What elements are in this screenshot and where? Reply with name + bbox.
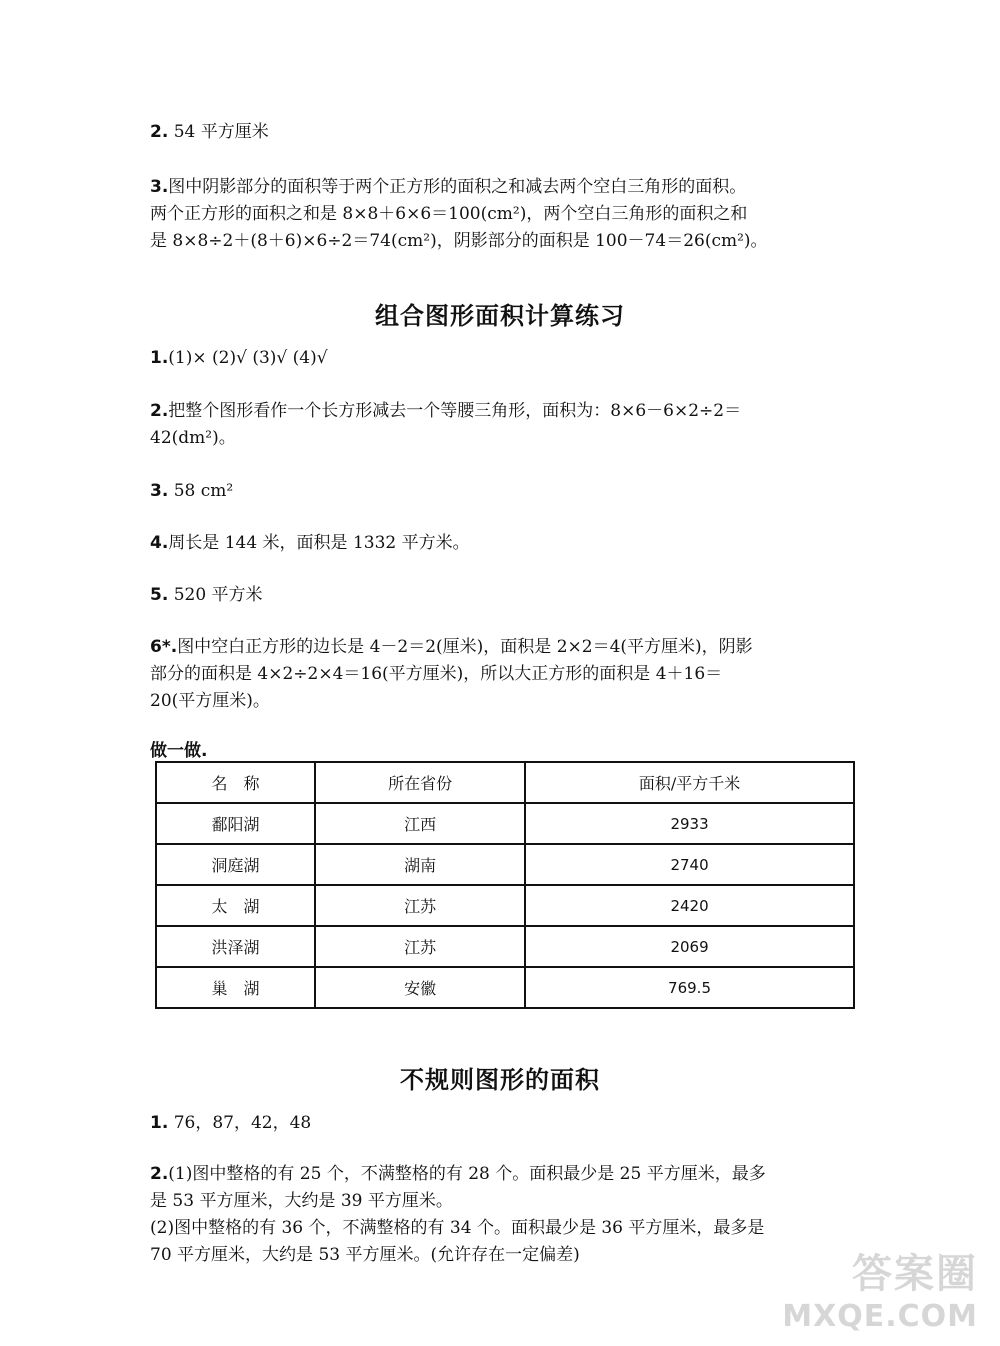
table-header-row <box>156 762 854 803</box>
subheading: 做一做. <box>150 741 208 761</box>
item-number: 1. <box>150 1113 169 1133</box>
item-text-line: 图中阴影部分的面积等于两个正方形的面积之和减去两个空白三角形的面积。 <box>168 177 747 197</box>
table-row <box>156 803 854 844</box>
section-title: 不规则图形的面积 <box>400 1066 600 1094</box>
answer-item-3 <box>150 174 850 255</box>
item-number: 5. <box>150 585 169 605</box>
section-title: 组合图形面积计算练习 <box>375 302 625 330</box>
section1-item-2 <box>150 398 850 452</box>
item-text: 76，87，42，48 <box>168 1113 312 1133</box>
item-number: 4. <box>150 533 169 553</box>
table-cell: 江西 <box>315 803 525 844</box>
table-cell: 江苏 <box>315 926 525 967</box>
item-text: 58 cm² <box>168 481 234 501</box>
table-cell: 安徽 <box>315 967 525 1008</box>
item-text-line: 部分的面积是 4×2÷2×4＝16(平方厘米)，所以大正方形的面积是 4＋16＝ <box>150 664 723 684</box>
item-text-line: (1)图中整格的有 25 个，不满整格的有 28 个。面积最少是 25 平方厘米，最多 <box>168 1164 766 1184</box>
item-number: 2. <box>150 1164 169 1184</box>
item-text-line: 是 8×8÷2＋(8＋6)×6÷2＝74(cm²)，阴影部分的面积是 100－74＝26(cm²)。 <box>150 231 768 251</box>
section1-item-3 <box>150 478 850 505</box>
item-text-line: 70 平方厘米，大约是 53 平方厘米。(允许存在一定偏差) <box>150 1245 580 1265</box>
item-text: 周长是 144 米，面积是 1332 平方米。 <box>168 533 470 553</box>
table-cell: 江苏 <box>315 885 525 926</box>
section1-item-5 <box>150 582 850 609</box>
table-cell: 鄱阳湖 <box>156 803 315 844</box>
table-cell: 洪泽湖 <box>156 926 315 967</box>
item-text-line: 两个正方形的面积之和是 8×8＋6×6＝100(cm²)，两个空白三角形的面积之和 <box>150 204 748 224</box>
section2-item-2 <box>150 1161 850 1269</box>
item-number: 3. <box>150 481 169 501</box>
table-cell: 2933 <box>525 803 854 844</box>
table-cell: 2420 <box>525 885 854 926</box>
table-cell: 769.5 <box>525 967 854 1008</box>
section1-item-4 <box>150 530 850 557</box>
table-cell: 巢 湖 <box>156 967 315 1008</box>
watermark-url: MXQE.COM <box>782 1299 978 1334</box>
table-cell: 湖南 <box>315 844 525 885</box>
item-text-line: 图中空白正方形的边长是 4－2＝2(厘米)，面积是 2×2＝4(平方厘米)，阴影 <box>177 637 753 657</box>
item-text-line: 20(平方厘米)。 <box>150 691 270 711</box>
section2-item-1 <box>150 1110 850 1137</box>
answer-item-2 <box>150 119 850 146</box>
table-row <box>156 967 854 1008</box>
item-text-line: 是 53 平方厘米，大约是 39 平方厘米。 <box>150 1191 453 1211</box>
table-cell: 洞庭湖 <box>156 844 315 885</box>
item-text-line: 把整个图形看作一个长方形减去一个等腰三角形，面积为：8×6－6×2÷2＝ <box>168 401 742 421</box>
watermark-logo-text: 答案圈 <box>852 1251 978 1297</box>
lakes-table <box>155 761 855 1009</box>
item-number: 2. <box>150 122 169 142</box>
section1-item-6 <box>150 634 850 715</box>
table-header: 名 称 <box>156 762 315 803</box>
item-number: 1. <box>150 348 169 368</box>
item-text: (1)× (2)√ (3)√ (4)√ <box>168 348 328 368</box>
item-number: 2. <box>150 401 169 421</box>
item-number: 6*. <box>150 637 178 657</box>
table-cell: 太 湖 <box>156 885 315 926</box>
item-text: 520 平方米 <box>168 585 263 605</box>
table-header: 面积/平方千米 <box>525 762 854 803</box>
item-number: 3. <box>150 177 169 197</box>
table-cell: 2740 <box>525 844 854 885</box>
table-cell: 2069 <box>525 926 854 967</box>
item-text-line: (2)图中整格的有 36 个，不满整格的有 34 个。面积最少是 36 平方厘米，最多是 <box>150 1218 765 1238</box>
item-text: 54 平方厘米 <box>168 122 269 142</box>
table-row <box>156 926 854 967</box>
table-row <box>156 885 854 926</box>
watermark <box>782 1242 978 1334</box>
table-row <box>156 844 854 885</box>
item-text-line: 42(dm²)。 <box>150 428 236 448</box>
section1-item-1 <box>150 345 850 372</box>
table-header: 所在省份 <box>315 762 525 803</box>
